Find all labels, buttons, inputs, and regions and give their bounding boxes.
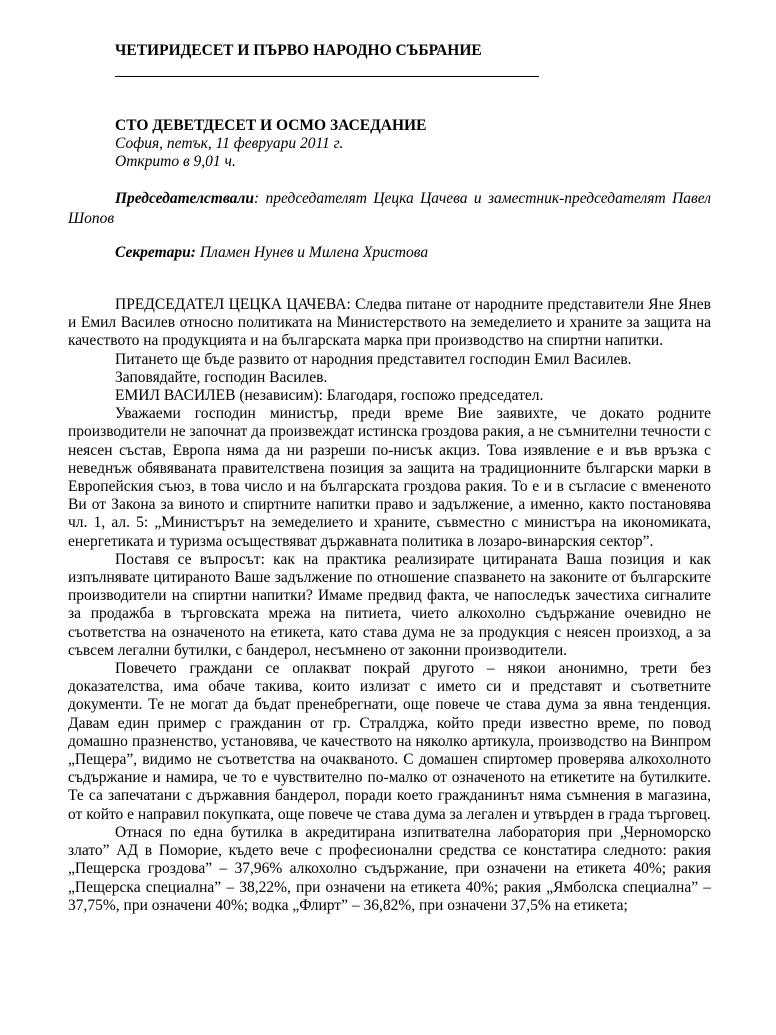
transcript-paragraph: Уважаеми господин министър, преди време Вие заявихте, че докато родните производители не започнат да произвеждат истинска гроздова ракия, а не съмнителни течности с неясен състав, Европа няма да ни разреши по-нисък акциз. Това изявление е и във връзка с неведнъж обявяваната правителствена позиция за защита на традиционните български марки в Европейския съюз, в това число и на българската гроздова ракия. То е и в съгласие с вмененото Ви от Закона за виното и спиртните напитки право и задължение, а именно, както постановява чл. 1, ал. 5: „Министърът на земеделието и храните, съвместно с министъра на икономиката, енергетиката и туризма осъществяват държавната политика в лозаро-винарския сектор”. (68, 405, 712, 550)
assembly-title: ЧЕТИРИДЕСЕТ И ПЪРВО НАРОДНО СЪБРАНИЕ (115, 42, 482, 59)
transcript-paragraph: Отнася по една бутилка в акредитирана изпитвателна лаборатория при „Черноморско злато” АД в Поморие, където вече с професионални средства се констатира следното: ракия „Пещерска гроздова” – 37,96% алкохолно съдържание, при означени на етикета 40%; ракия „Пещерска специална” – 38,22%, при означени на етикета 40%; ракия „Ямболска специална” – 37,75%, при означени 40%; водка „Флирт” – 36,82%, при означени 37,5% на етикета; (68, 823, 711, 914)
header-divider (115, 76, 539, 77)
secretaries-label: Секретари: (115, 244, 196, 261)
chairs-label: Председателствали (115, 190, 254, 207)
transcript-paragraph: Повечето граждани се оплакват покрай другото – някои анонимно, трети без доказателства, има обаче такива, които излизат с името си и представят и съответните документи. Те не могат да бъдат пренебрегнати, още повече че става дума за явна тенденция. Давам един пример с гражданин от гр. Стралджа, който преди известно време, по повод домашно празненство, установява, че качеството на няколко артикула, производство на Винпром „Пещера”, видимо не съответства на очакваното. С домашен спиртомер проверява алкохолното съдържание и намира, че то е чувствително по-малко от означеното на етикетите на бутилките. Те са запечатани с държавния бандерол, поради което гражданинът няма съмнения в магазина, от който е направил покупката, още повече че става дума за легален и утвърден в града търговец. (68, 660, 711, 823)
transcript-body (68, 296, 711, 915)
secretaries-names: Пламен Нунев и Милена Христова (195, 244, 429, 261)
chairs-names: : председателят Цецка Цачева и заместник-председателят Павел Шопов (68, 190, 711, 227)
transcript-paragraph: Питането ще бъде развито от народния представител господин Емил Василев. (115, 350, 632, 368)
transcript-paragraph: Заповядайте, господин Василев. (115, 368, 328, 386)
transcript-paragraph: Поставя се въпросът: как на практика реализирате цитираната Ваша позиция и как изпълнявате цитираното Ваше задължение по отношение спазването на законите от българските производители на спиртни напитки? Имаме предвид факта, че напоследък зачестиха сигналите за продажба в търговската мрежа на питиета, чието алкохолно съдържание очевидно не съответства на означеното на етикета, като става дума не за продукция с неясен произход, а за съвсем легални бутилки, с бандерол, несъмнено от законни производители. (68, 550, 711, 659)
session-opened-time: Открито в 9,01 ч. (115, 153, 236, 170)
transcript-paragraph: ЕМИЛ ВАСИЛЕВ (независим): Благодаря, госпожо председател. (115, 387, 544, 405)
session-title: СТО ДЕВЕТДЕСЕТ И ОСМО ЗАСЕДАНИЕ (115, 117, 427, 134)
chairs-line (68, 189, 711, 229)
secretaries-line (115, 244, 428, 262)
session-place-date: София, петък, 11 февруари 2011 г. (115, 135, 344, 152)
transcript-paragraph: ПРЕДСЕДАТЕЛ ЦЕЦКА ЦАЧЕВА: Следва питане от народните представители Яне Янев и Емил Василев относно политиката на Министерството на земеделието и храните за защита на качеството на продукцията и на българската марка при производство на спиртни напитки. (68, 296, 711, 350)
